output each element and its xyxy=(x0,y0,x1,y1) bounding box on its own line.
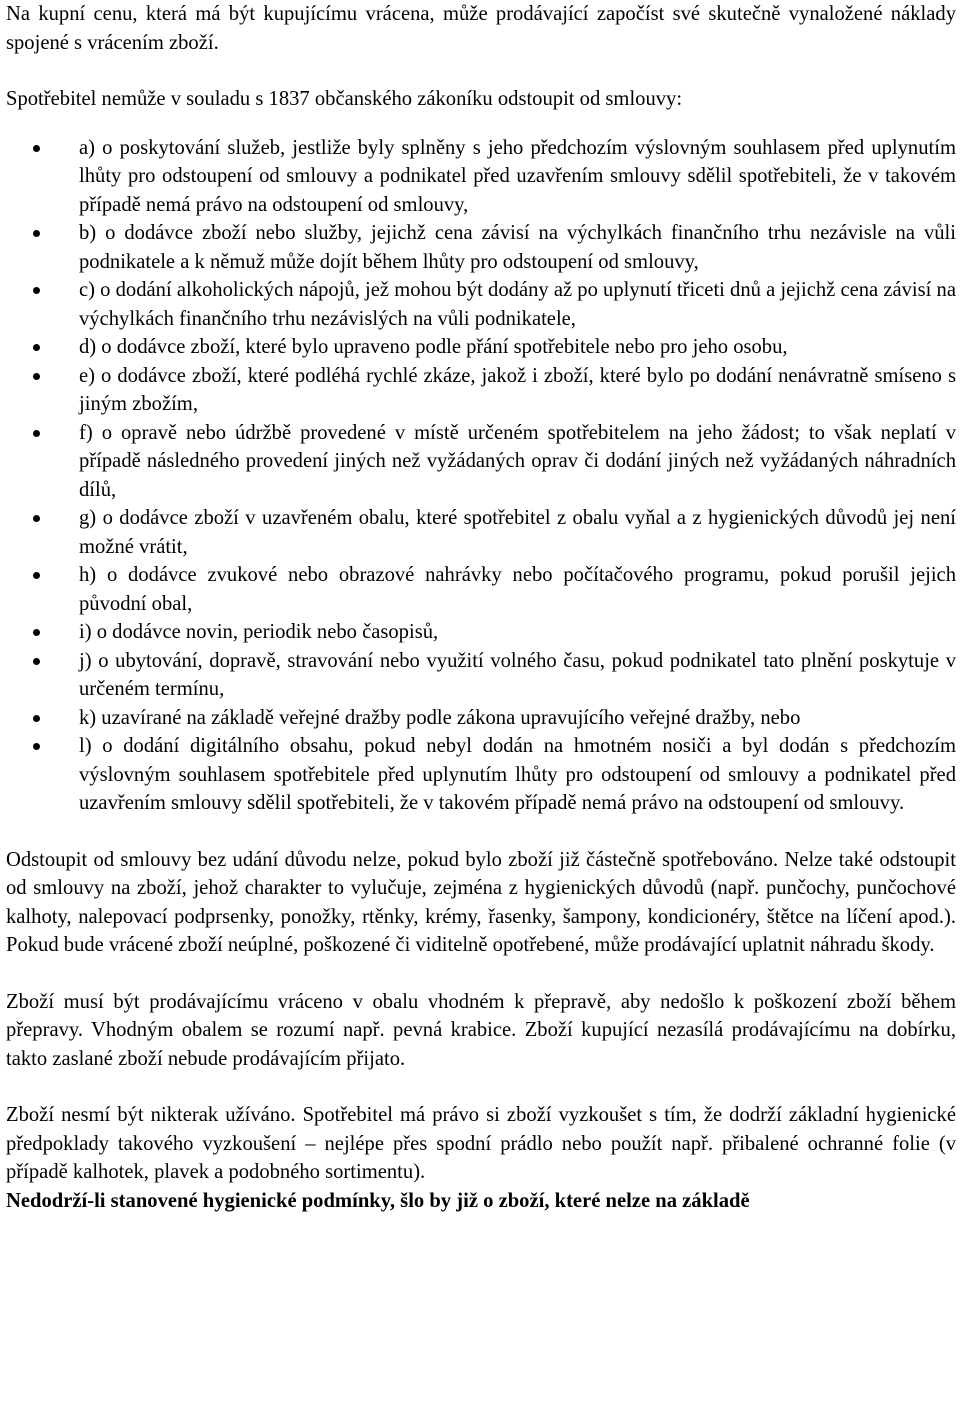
list-item-text: a) o poskytování služeb, jestliže byly splněny s jeho předchozím výslovným souhlasem před uplynutím lhůty pro odstoupení od smlouvy a podnikatel před uzavřením smlouvy sdělil spotřebiteli, že v takovém případě nemá právo na odstoupení od smlouvy, xyxy=(79,136,956,216)
list-item-text: c) o dodání alkoholických nápojů, jež mohou být dodány až po uplynutí třiceti dnů a jejichž cena závisí na výchylkách finančního trhu nezávislých na vůli podnikatele, xyxy=(79,279,956,330)
bullet-icon xyxy=(33,287,40,294)
list-item xyxy=(6,362,956,419)
paragraph-refund-costs: Na kupní cenu, která má být kupujícímu vrácena, může prodávající započíst své skutečně vynaložené náklady spojené s vrácením zboží. xyxy=(6,3,956,54)
list-item-text: f) o opravě nebo údržbě provedené v místě určeném spotřebitelem na jeho žádost; to však neplatí v případě následného provedení jiných než vyžádaných oprav či dodání jiných než vyžádaných náhradních dílů, xyxy=(79,421,956,501)
list-item-text: h) o dodávce zvukové nebo obrazové nahrávky nebo počítačového programu, pokud porušil jejich původní obal, xyxy=(79,564,956,615)
bullet-icon xyxy=(33,572,40,579)
list-item-text: k) uzavírané na základě veřejné dražby podle zákona upravujícího veřejné dražby, nebo xyxy=(79,706,801,729)
list-item xyxy=(6,732,956,818)
bullet-icon xyxy=(33,715,40,722)
bullet-icon xyxy=(33,145,40,152)
exceptions-list xyxy=(6,134,956,818)
paragraph-packaging: Zboží musí být prodávajícímu vráceno v obalu vhodném k přepravě, aby nedošlo k poškození zboží během přepravy. Vhodným obalem se rozumí např. pevná krabice. Zboží kupující nezasílá prodávajícímu na dobírku, takto zaslané zboží nebude prodávajícím přijato. xyxy=(6,990,956,1070)
list-item-text: d) o dodávce zboží, které bylo upraveno podle přání spotřebitele nebo pro jeho osobu, xyxy=(79,336,788,358)
list-item-text: l) o dodání digitálního obsahu, pokud nebyl dodán na hmotném nosiči a byl dodán s předchozím výslovným souhlasem spotřebitele před uplynutím lhůty pro odstoupení od smlouvy a podnikatel před uzavřením smlouvy sdělil spotřebiteli, že v takovém případě nemá právo na odstoupení od smlouvy. xyxy=(79,735,956,814)
list-item xyxy=(6,134,956,220)
bullet-icon xyxy=(33,743,40,750)
paragraph-exceptions-intro: Spotřebitel nemůže v souladu s 1837 občanského zákoníku odstoupit od smlouvy: xyxy=(6,88,683,110)
list-item xyxy=(6,419,956,505)
list-item xyxy=(6,618,956,647)
list-item xyxy=(6,333,956,362)
list-item-text: e) o dodávce zboží, které podléhá rychlé zkáze, jakož i zboží, které bylo po dodání nenávratně smíseno s jiným zbožím, xyxy=(79,364,956,415)
bullet-icon xyxy=(33,430,40,437)
list-item xyxy=(6,647,956,704)
list-item xyxy=(6,704,956,733)
list-item xyxy=(6,561,956,618)
list-item-text: j) o ubytování, dopravě, stravování nebo využití volného času, pokud podnikatel tato plnění poskytuje v určeném termínu, xyxy=(79,649,956,700)
list-item xyxy=(6,219,956,276)
paragraph-no-withdrawal: Odstoupit od smlouvy bez udání důvodu nelze, pokud bylo zboží již částečně spotřebováno. Nelze také odstoupit od smlouvy na zboží, jehož charakter to vylučuje, zejména z hygienických důvodů (např. punčochy, punčochové kalhoty, nalepovací podprsenky, ponožky, rtěnky, krémy, řasenky, šampony, kondicionéry, štětce na líčení apod.). Pokud bude vrácené zboží neúplné, poškozené či viditelně opotřebené, může prodávající uplatnit náhradu škody. xyxy=(6,848,956,956)
bullet-icon xyxy=(33,344,40,351)
bullet-icon xyxy=(33,373,40,380)
document-page xyxy=(6,0,956,1215)
list-item-text: b) o dodávce zboží nebo služby, jejichž cena závisí na výchylkách finančního trhu nezávisle na vůli podnikatele a k němuž může dojít během lhůty pro odstoupení od smlouvy, xyxy=(79,222,956,273)
list-item-text: i) o dodávce novin, periodik nebo časopisů, xyxy=(79,621,439,643)
bullet-icon xyxy=(33,230,40,237)
bullet-icon xyxy=(33,658,40,665)
bullet-icon xyxy=(33,515,40,522)
paragraph-hygiene-bold: Nedodrží-li stanovené hygienické podmínky, šlo by již o zboží, které nelze na základě xyxy=(6,1189,750,1212)
bullet-icon xyxy=(33,629,40,636)
paragraph-usage: Zboží nesmí být nikterak užíváno. Spotřebitel má právo si zboží vyzkoušet s tím, že dodrží základní hygienické předpoklady takového vyzkoušení – nejlépe přes spodní prádlo nebo použít např. přibalené ochranné folie (v případě kalhotek, plavek a podobného sortimentu). xyxy=(6,1104,956,1183)
list-item-text: g) o dodávce zboží v uzavřeném obalu, které spotřebitel z obalu vyňal a z hygienických důvodů jej není možné vrátit, xyxy=(79,507,956,558)
list-item xyxy=(6,504,956,561)
list-item xyxy=(6,276,956,333)
